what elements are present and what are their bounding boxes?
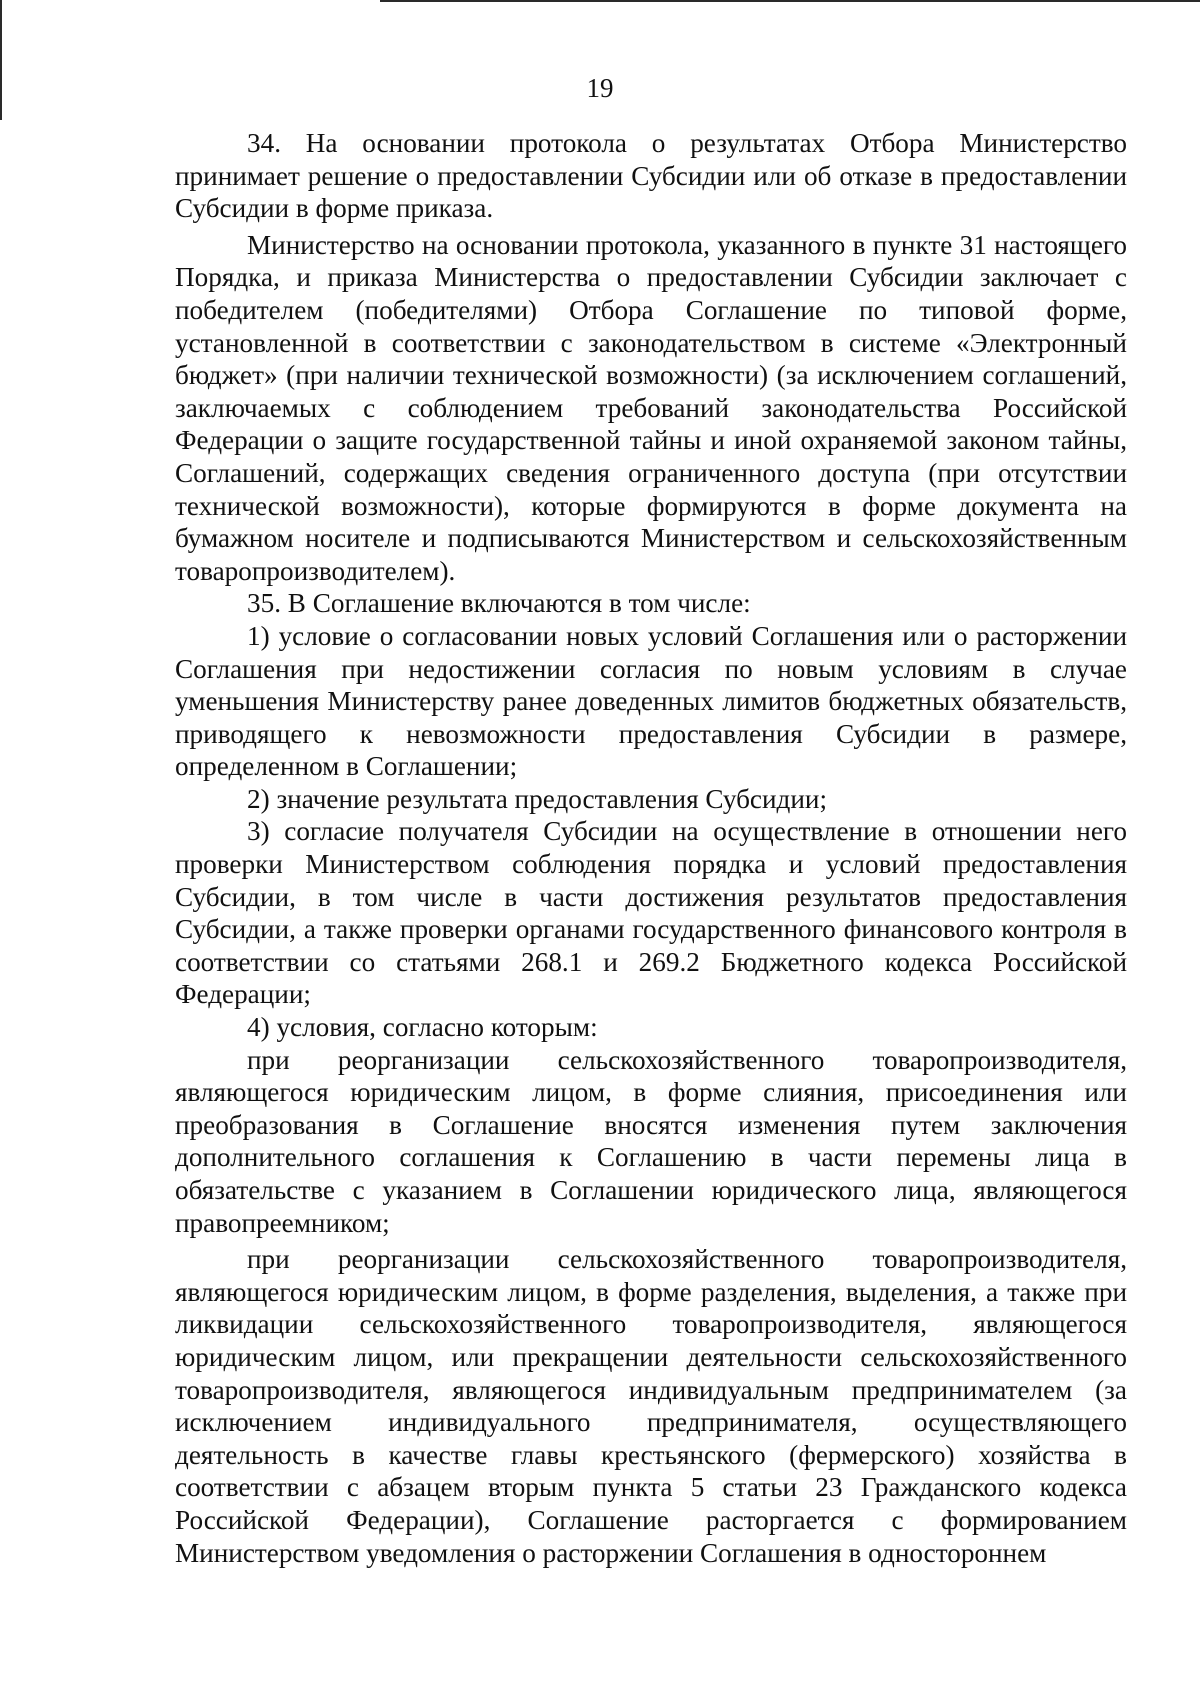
list-item-1: 1) условие о согласовании новых условий Соглашения или о расторжении Соглашения при недостижении согласия по новым условиям в случае уменьшения Министерству ранее доведенных лимитов бюджетных обязательств, приводящего к невозможности предоставления Субсидии в размере, определенном в Соглашении; xyxy=(175,620,1127,782)
list-item-2: 2) значение результата предоставления Субсидии; xyxy=(247,783,828,814)
list-item-3: 3) согласие получателя Субсидии на осуществление в отношении него проверки Министерством соблюдения порядка и условий предоставления Субсидии, в том числе в части достижения результатов предоставления Субсидии, а также проверки органами государственного финансового контроля в соответствии со статьями 268.1 и 269.2 Бюджетного кодекса Российской Федерации; xyxy=(175,816,1127,1010)
paragraph-35: 35. В Соглашение включаются в том числе: xyxy=(247,588,751,619)
list-item-4: 4) условия, согласно которым: xyxy=(247,1012,598,1043)
document-body xyxy=(175,127,1127,1569)
paragraph-agreement-conclusion: Министерство на основании протокола, указанного в пункте 31 настоящего Порядка, и приказа Министерства о предоставлении Субсидии заключает с победителем (победителями) Отбора Соглашение по типовой форме, установленной в соответствии с законодательством в системе «Электронный бюджет» (при наличии технической возможности) (за исключением соглашений, заключаемых с соблюдением требований законодательства Российской Федерации о защите государственной тайны и иной охраняемой законом тайны, Соглашений, содержащих сведения ограниченного доступа (при отсутствии технической возможности), которые формируются в форме документа на бумажном носителе и подписываются Министерством и сельскохозяйственным товаропроизводителем). xyxy=(175,229,1127,586)
page-number: 19 xyxy=(586,73,614,103)
scan-edge-top xyxy=(380,0,1200,2)
paragraph-34: 34. На основании протокола о результатах Отбора Министерство принимает решение о предоставлении Субсидии или об отказе в предоставлении Субсидии в форме приказа. xyxy=(175,128,1127,224)
paragraph-reorganization-merger: при реорганизации сельскохозяйственного товаропроизводителя, являющегося юридическим лицом, в форме слияния, присоединения или преобразования в Соглашение вносятся изменения путем заключения дополнительного соглашения к Соглашению в части перемены лица в обязательстве с указанием в Соглашении юридического лица, являющегося правопреемником; xyxy=(175,1044,1127,1238)
paragraph-reorganization-division: при реорганизации сельскохозяйственного товаропроизводителя, являющегося юридическим лицом, в форме разделения, выделения, а также при ликвидации сельскохозяйственного товаропроизводителя, являющегося юридическим лицом, или прекращении деятельности сельскохозяйственного товаропроизводителя, являющегося индивидуальным предпринимателем (за исключением индивидуального предпринимателя, осуществляющего деятельность в качестве главы крестьянского (фермерского) хозяйства в соответствии с абзацем вторым пункта 5 статьи 23 Гражданского кодекса Российской Федерации), Соглашение расторгается с формированием Министерством уведомления о расторжении Соглашения в одностороннем xyxy=(175,1244,1127,1568)
